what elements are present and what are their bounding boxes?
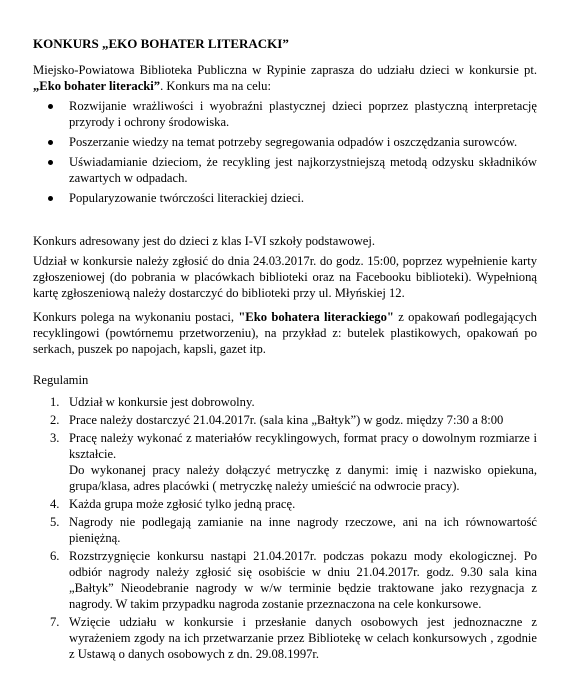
rule-text: Wzięcie udziału w konkursie i przesłanie danych osobowych jest jednoznaczne z wyrażeniem zgody na ich przetwarzanie przez Bibliotekę w celach konkursowych , zgodnie z Ustawą o danych osobowych z dn. 29.08.1997r. [69,615,537,661]
rule-number: 1. [50,395,60,409]
rule-item [33,614,537,662]
goal-text: Rozwijanie wrażliwości i wyobraźni plastycznej dzieci poprzez plastyczną interpretację przyrody i ochrony środowiska. [69,99,537,129]
goal-text: Poszerzanie wiedzy na temat potrzeby segregowania odpadów i oszczędzania surowców. [69,135,518,149]
goal-item [33,154,537,186]
rule-item [33,548,537,612]
rule-text: Prace należy dostarczyć 21.04.2017r. (sala kina „Bałtyk”) w godz. między 7:30 a 8:00 [69,413,504,427]
intro-text-end: . Konkurs ma na celu: [160,79,271,93]
rule-text: Pracę należy wykonać z materiałów recyklingowych, format pracy o dowolnym rozmiarze i kształcie. [69,431,537,461]
rule-text: Każda grupa może zgłosić tylko jedną pracę. [69,497,296,511]
goal-item [33,134,537,150]
registration-paragraph: Udział w konkursie należy zgłosić do dnia 24.03.2017r. do godz. 15:00, poprzez wypełnienie karty zgłoszeniowej (do pobrania w placówkach biblioteki oraz na Facebooku biblioteki). Wypełnioną kartę zgłoszeniową należy dostarczyć do biblioteki przy ul. Młyńskiej 12. [33,254,537,300]
rule-text: Udział w konkursie jest dobrowolny. [69,395,255,409]
rules-heading: Regulamin [33,373,89,387]
rule-item [33,412,537,428]
rule-note: Do wykonanej pracy należy dołączyć metryczkę z danymi: imię i nazwisko opiekuna, grupa/klasa, adres placówki ( metryczkę należy umieścić na odwrocie pracy). [69,463,537,493]
task-text: Konkurs polega na wykonaniu postaci, [33,310,239,324]
bullet-icon [48,140,53,145]
page-title: KONKURS „EKO BOHATER LITERACKI” [33,36,289,51]
rule-item [33,496,537,512]
goals-list [33,98,537,210]
task-text-end: z opakowań podlegających recyklingowi (powtórnemu przetworzeniu), na przykład z: butelek plastikowych, opakowań po serkach, puszek po napojach, kapsli, gazet itp. [33,310,537,356]
bullet-icon [48,160,53,165]
goal-text: Uświadamianie dzieciom, że recykling jest najkorzystniejszą metodą odzysku składników zawartych w odpadach. [69,155,537,185]
rules-list [33,394,537,664]
intro-paragraph [33,62,537,94]
rule-item [33,430,537,494]
rule-number: 3. [50,431,60,445]
rule-number: 7. [50,615,60,629]
hero-name: "Eko bohatera literackiego" [238,310,394,324]
goal-item [33,98,537,130]
task-paragraph [33,309,537,357]
contest-name: „Eko bohater literacki” [33,79,161,93]
rule-number: 6. [50,549,60,563]
rule-number: 5. [50,515,60,529]
rule-text: Rozstrzygnięcie konkursu nastąpi 21.04.2017r. podczas pokazu mody ekologicznej. Po odbiór nagrody należy zgłosić się osobiście w dniu 21.04.2017r. godz. 9.30 sala kina „Bałtyk” Nieodebranie nagrody w w/w terminie będzie traktowane jako rezygnacja z nagrody. W takim przypadku nagroda zostanie przeznaczona na cele konkursowe. [69,549,537,611]
rule-number: 4. [50,497,60,511]
audience-paragraph: Konkurs adresowany jest do dzieci z klas I-VI szkoły podstawowej. [33,234,376,248]
rule-number: 2. [50,413,60,427]
goal-item [33,190,537,206]
intro-text: Miejsko-Powiatowa Biblioteka Publiczna w Rypinie zaprasza do udziału dzieci w konkursie pt. [33,63,537,77]
bullet-icon [48,196,53,201]
rule-item [33,514,537,546]
rule-text: Nagrody nie podlegają zamianie na inne nagrody rzeczowe, ani na ich równowartość pieniężną. [69,515,537,545]
bullet-icon [48,104,53,109]
goal-text: Popularyzowanie twórczości literackiej dzieci. [69,191,304,205]
rule-item [33,394,537,410]
